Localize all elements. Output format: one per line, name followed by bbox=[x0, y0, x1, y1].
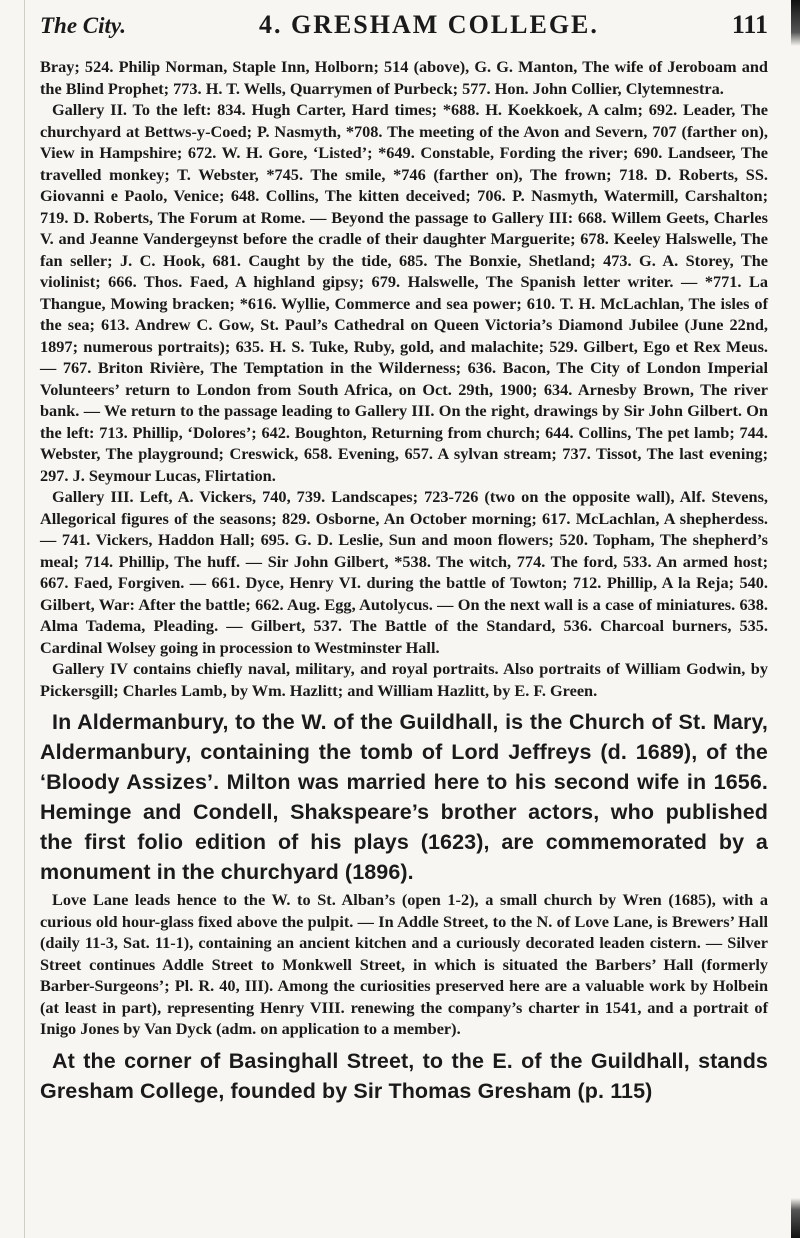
paragraph-gallery-iv: Gallery IV contains chiefly naval, military, and royal portraits. Also portraits of William Godwin, by Pickersgill; Charles Lamb, by Wm. Hazlitt; and William Hazlitt, by E. F. Green. bbox=[40, 659, 768, 700]
aldermanbury-section bbox=[40, 707, 768, 887]
page-corner-mark bbox=[791, 0, 800, 46]
paragraph-gallery-iii: Gallery III. Left, A. Vickers, 740, 739. Landscapes; 723-726 (two on the opposite wall), Alf. Stevens, Allegorical figures of the seasons; 829. Osborne, An October morning; 617. McLachlan, A shepherdess. — 741. Vickers, Haddon Hall; 695. G. D. Leslie, Sun and moon flowers; 520. Topham, The shepherd’s meal; 714. Phillip, The huff. — Sir John Gilbert, *538. The witch, 774. The ford, 533. An armed host; 667. Faed, Forgiven. — 661. Dyce, Henry VI. during the battle of Towton; 712. Phillip, A la Reja; 540. Gilbert, War: After the battle; 662. Aug. Egg, Autolycus. — On the next wall is a case of miniatures. 638. Alma Tadema, Pleading. — Gilbert, 537. The Battle of the Standard, 536. Charcoal burners, 535. Cardinal Wolsey going in procession to Westminster Hall. bbox=[40, 487, 768, 657]
page-corner-mark-bottom bbox=[791, 1198, 800, 1238]
paragraph-love-lane: Love Lane leads hence to the W. to St. Alban’s (open 1-2), a small church by Wren (1685), with a curious old hour-glass fixed above the pulpit. — In Addle Street, to the N. of Love Lane, is Brewers’ Hall (daily 11-3, Sat. 11-1), containing an ancient kitchen and a curiously decorated leaden cistern. — Silver Street continues Addle Street to Monkwell Street, in which is situated the Barbers’ Hall (formerly Barber-Surgeons’; Pl. R. 40, III). Among the curiosities preserved here are a valuable work by Holbein (at least in part), representing Henry VIII. renewing the company’s charter in 1541, and a portrait of Inigo Jones by Van Dyck (adm. on application to a member). bbox=[40, 890, 768, 1038]
love-lane-section bbox=[40, 889, 768, 1040]
running-head-left: The City. bbox=[40, 13, 127, 38]
paragraph-gallery-ii: Gallery II. To the left: 834. Hugh Carter, Hard times; *688. H. Koekkoek, A calm; 692. Leader, The churchyard at Bettws-y-Coed; P. Nasmyth, *708. The meeting of the Avon and Severn, 707 (farther on), View in Hampshire; 672. W. H. Gore, ‘Listed’; *649. Constable, Fording the river; 690. Landseer, The travelled monkey; T. Webster, *745. The smile, *746 (farther on), The frown; 718. D. Roberts, SS. Giovanni e Paolo, Venice; 648. Collins, The kitten deceived; 706. P. Nasmyth, Watermill, Carshalton; 719. D. Roberts, The Forum at Rome. — Beyond the passage to Gallery III: 668. Willem Geets, Charles V. and Jeanne Vandergeynst before the cradle of their daughter Marguerite; 678. Keeley Halswelle, The fan seller; J. C. Hook, 681. Caught by the tide, 685. The Bonxie, Shetland; 473. G. A. Storey, The violinist; 666. Thos. Faed, A highland gipsy; 679. Halswelle, The Spanish letter writer. — *771. La Thangue, Mowing bracken; *616. Wyllie, Commerce and sea power; 610. T. H. McLachlan, The isles of the sea; 613. Andrew C. Gow, St. Paul’s Cathedral on Queen Victoria’s Diamond Jubilee (June 22nd, 1897; numerous portraits); 635. H. S. Tuke, Ruby, gold, and malachite; 529. Gilbert, Ego et Rex Meus. — 767. Briton Rivière, The Temptation in the Wilderness; 636. Bacon, The City of London Imperial Volunteers’ return to London from South Africa, on Oct. 29th, 1900; 634. Arnesby Brown, The river bank. — We return to the passage leading to Gallery III. On the right, drawings by Sir John Gilbert. On the left: 713. Phillip, ‘Dolores’; 642. Boughton, Returning from church; 644. Collins, The pet lamb; 744. Webster, The playground; Creswick, 658. Evening, 657. A sylvan stream; 737. Tissot, The last evening; 297. J. Seymour Lucas, Flirtation. bbox=[40, 100, 768, 485]
binding-edge-line bbox=[24, 0, 25, 1238]
page-number: 111 bbox=[731, 10, 768, 39]
paragraph-aldermanbury: In Aldermanbury, to the W. of the Guildhall, is the Church of St. Mary, Aldermanbury, containing the tomb of Lord Jeffreys (d. 1689), of the ‘Bloody Assizes’. Milton was married here to his second wife in 1656. Heminge and Condell, Shakspeare’s brother actors, who published the first folio edition of his plays (1623), are commemorated by a monument in the churchyard (1896). bbox=[40, 710, 768, 884]
gallery-listing bbox=[40, 56, 768, 701]
running-head bbox=[40, 0, 768, 56]
paragraph-gallery-i-end: Bray; 524. Philip Norman, Staple Inn, Holborn; 514 (above), G. G. Manton, The wife of Jeroboam and the Blind Prophet; 773. H. T. Wells, Quarrymen of Purbeck; 577. Hon. John Collier, Clytemnestra. bbox=[40, 57, 768, 98]
running-head-title: 4. GRESHAM COLLEGE. bbox=[258, 10, 599, 39]
paragraph-gresham-college: At the corner of Basinghall Street, to the E. of the Guildhall, stands Gresham College, founded by Sir Thomas Gresham (p. 115) bbox=[40, 1048, 768, 1103]
gresham-section bbox=[40, 1046, 768, 1106]
